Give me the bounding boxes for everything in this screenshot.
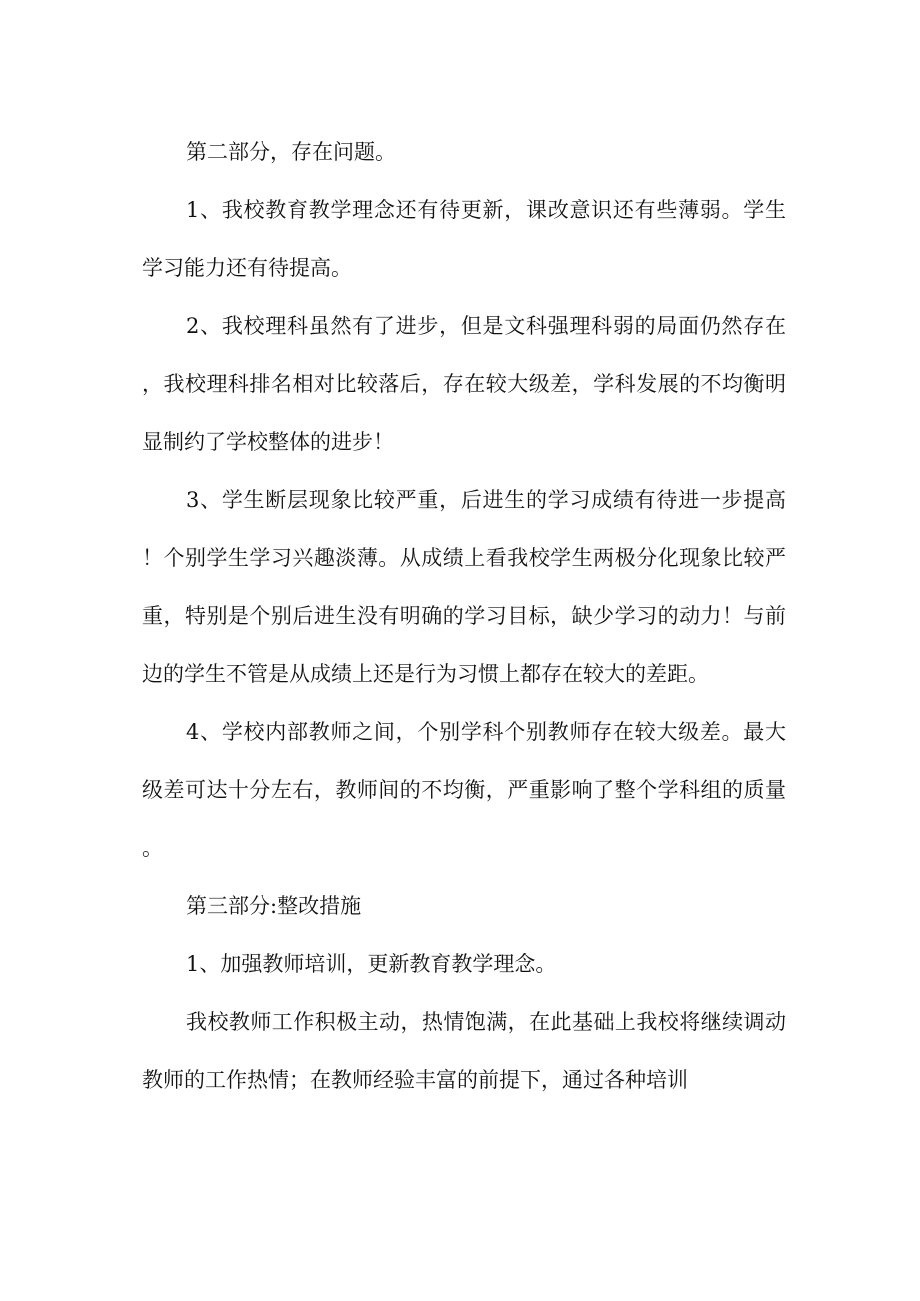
- problem-paragraph-4: 4、学校内部教师之间，个别学科个别教师存在较大级差。最大级差可达十分左右，教师间的不均衡，严重影响了整个学科组的质量。: [142, 720, 786, 860]
- section-2-heading: 第二部分，存在问题。: [186, 140, 396, 164]
- measure-1-heading: 1、加强教师培训，更新教育教学理念。: [186, 952, 557, 976]
- document-body: [142, 123, 786, 1109]
- section-3-heading: 第三部分:整改措施: [186, 894, 362, 918]
- measure-1-paragraph: 我校教师工作积极主动，热情饱满，在此基础上我校将继续调动教师的工作热情；在教师经验丰富的前提下，通过各种培训: [142, 1010, 786, 1092]
- problem-paragraph-2: 2、我校理科虽然有了进步，但是文科强理科弱的局面仍然存在，我校理科排名相对比较落后，存在较大级差，学科发展的不均衡明显制约了学校整体的进步！: [142, 314, 786, 454]
- problem-paragraph-1: 1、我校教育教学理念还有待更新，课改意识还有些薄弱。学生学习能力还有待提高。: [142, 198, 786, 280]
- problem-paragraph-3: 3、学生断层现象比较严重，后进生的学习成绩有待进一步提高！个别学生学习兴趣淡薄。从成绩上看我校学生两极分化现象比较严重，特别是个别后进生没有明确的学习目标，缺少学习的动力！与前边的学生不管是从成绩上还是行为习惯上都存在较大的差距。: [142, 488, 786, 686]
